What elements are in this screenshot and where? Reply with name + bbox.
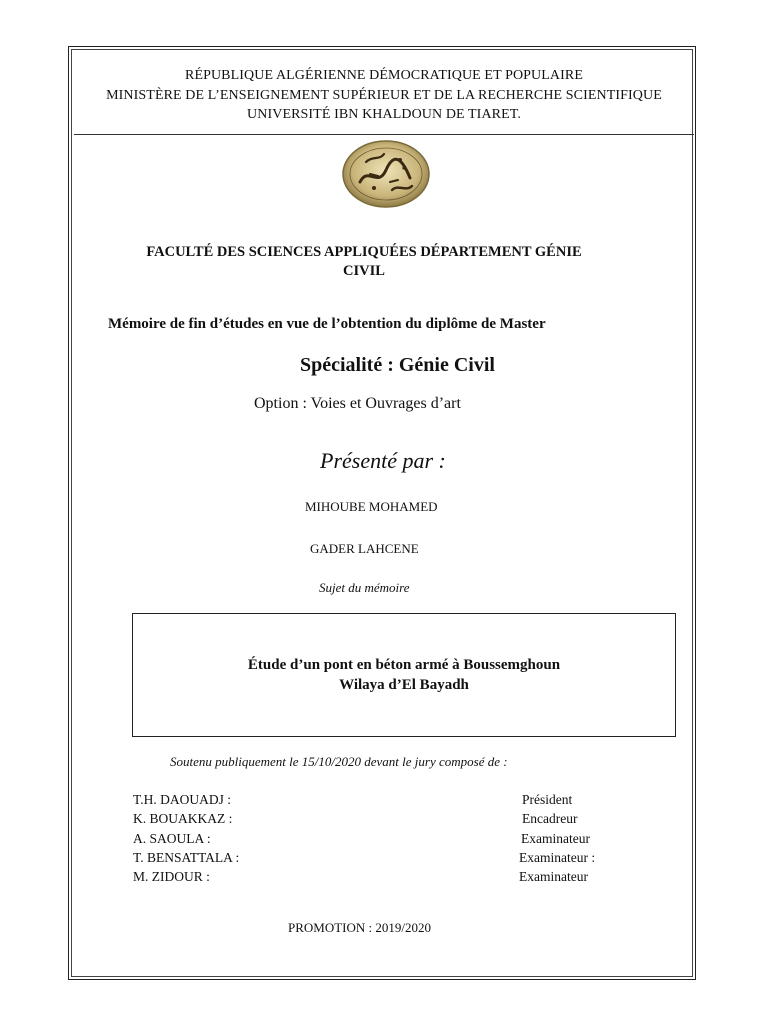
- jury-member-name: T.H. DAOUADJ :: [133, 792, 231, 807]
- jury-member-name: A. SAOULA :: [133, 831, 211, 846]
- university-seal-icon: [340, 138, 432, 210]
- header-republic: RÉPUBLIQUE ALGÉRIENNE DÉMOCRATIQUE ET POPULAIRE: [185, 68, 583, 83]
- specialite-heading: Spécialité : Génie Civil: [300, 354, 495, 376]
- faculty-line-1: FACULTÉ DES SCIENCES APPLIQUÉES DÉPARTEMENT GÉNIE: [146, 244, 582, 260]
- presente-par-heading: Présenté par :: [320, 448, 446, 473]
- faculty-line-2: CIVIL: [343, 263, 385, 279]
- memoire-title: Mémoire de fin d’études en vue de l’obtention du diplôme de Master: [108, 316, 546, 332]
- student-name-1: MIHOUBE MOHAMED: [305, 499, 438, 514]
- jury-member-name: K. BOUAKKAZ :: [133, 811, 233, 826]
- jury-member-name: T. BENSATTALA :: [133, 850, 240, 865]
- promotion-text: PROMOTION : 2019/2020: [288, 920, 432, 935]
- student-name-2: GADER LAHCENE: [310, 541, 419, 556]
- jury-member-role: Encadreur: [522, 811, 578, 826]
- jury-member-role: Examinateur: [521, 831, 590, 846]
- header-ministry: MINISTÈRE DE L’ENSEIGNEMENT SUPÉRIEUR ET DE LA RECHERCHE SCIENTIFIQUE: [106, 88, 662, 103]
- soutenu-text: Soutenu publiquement le 15/10/2020 devant le jury composé de :: [170, 754, 508, 769]
- jury-member-role: Examinateur :: [519, 850, 596, 865]
- header-university: UNIVERSITÉ IBN KHALDOUN DE TIARET.: [247, 107, 521, 122]
- thesis-title-line-2: Wilaya d’El Bayadh: [339, 677, 469, 693]
- option-text: Option : Voies et Ouvrages d’art: [254, 395, 461, 412]
- jury-member-name: M. ZIDOUR :: [133, 869, 210, 884]
- header-divider: [74, 134, 694, 135]
- thesis-title-line-1: Étude d’un pont en béton armé à Boussemghoun: [247, 657, 561, 673]
- jury-member-role: Examinateur: [519, 869, 588, 884]
- sujet-label: Sujet du mémoire: [319, 580, 410, 595]
- jury-member-role: Président: [522, 792, 573, 807]
- thesis-title-box: [132, 613, 676, 737]
